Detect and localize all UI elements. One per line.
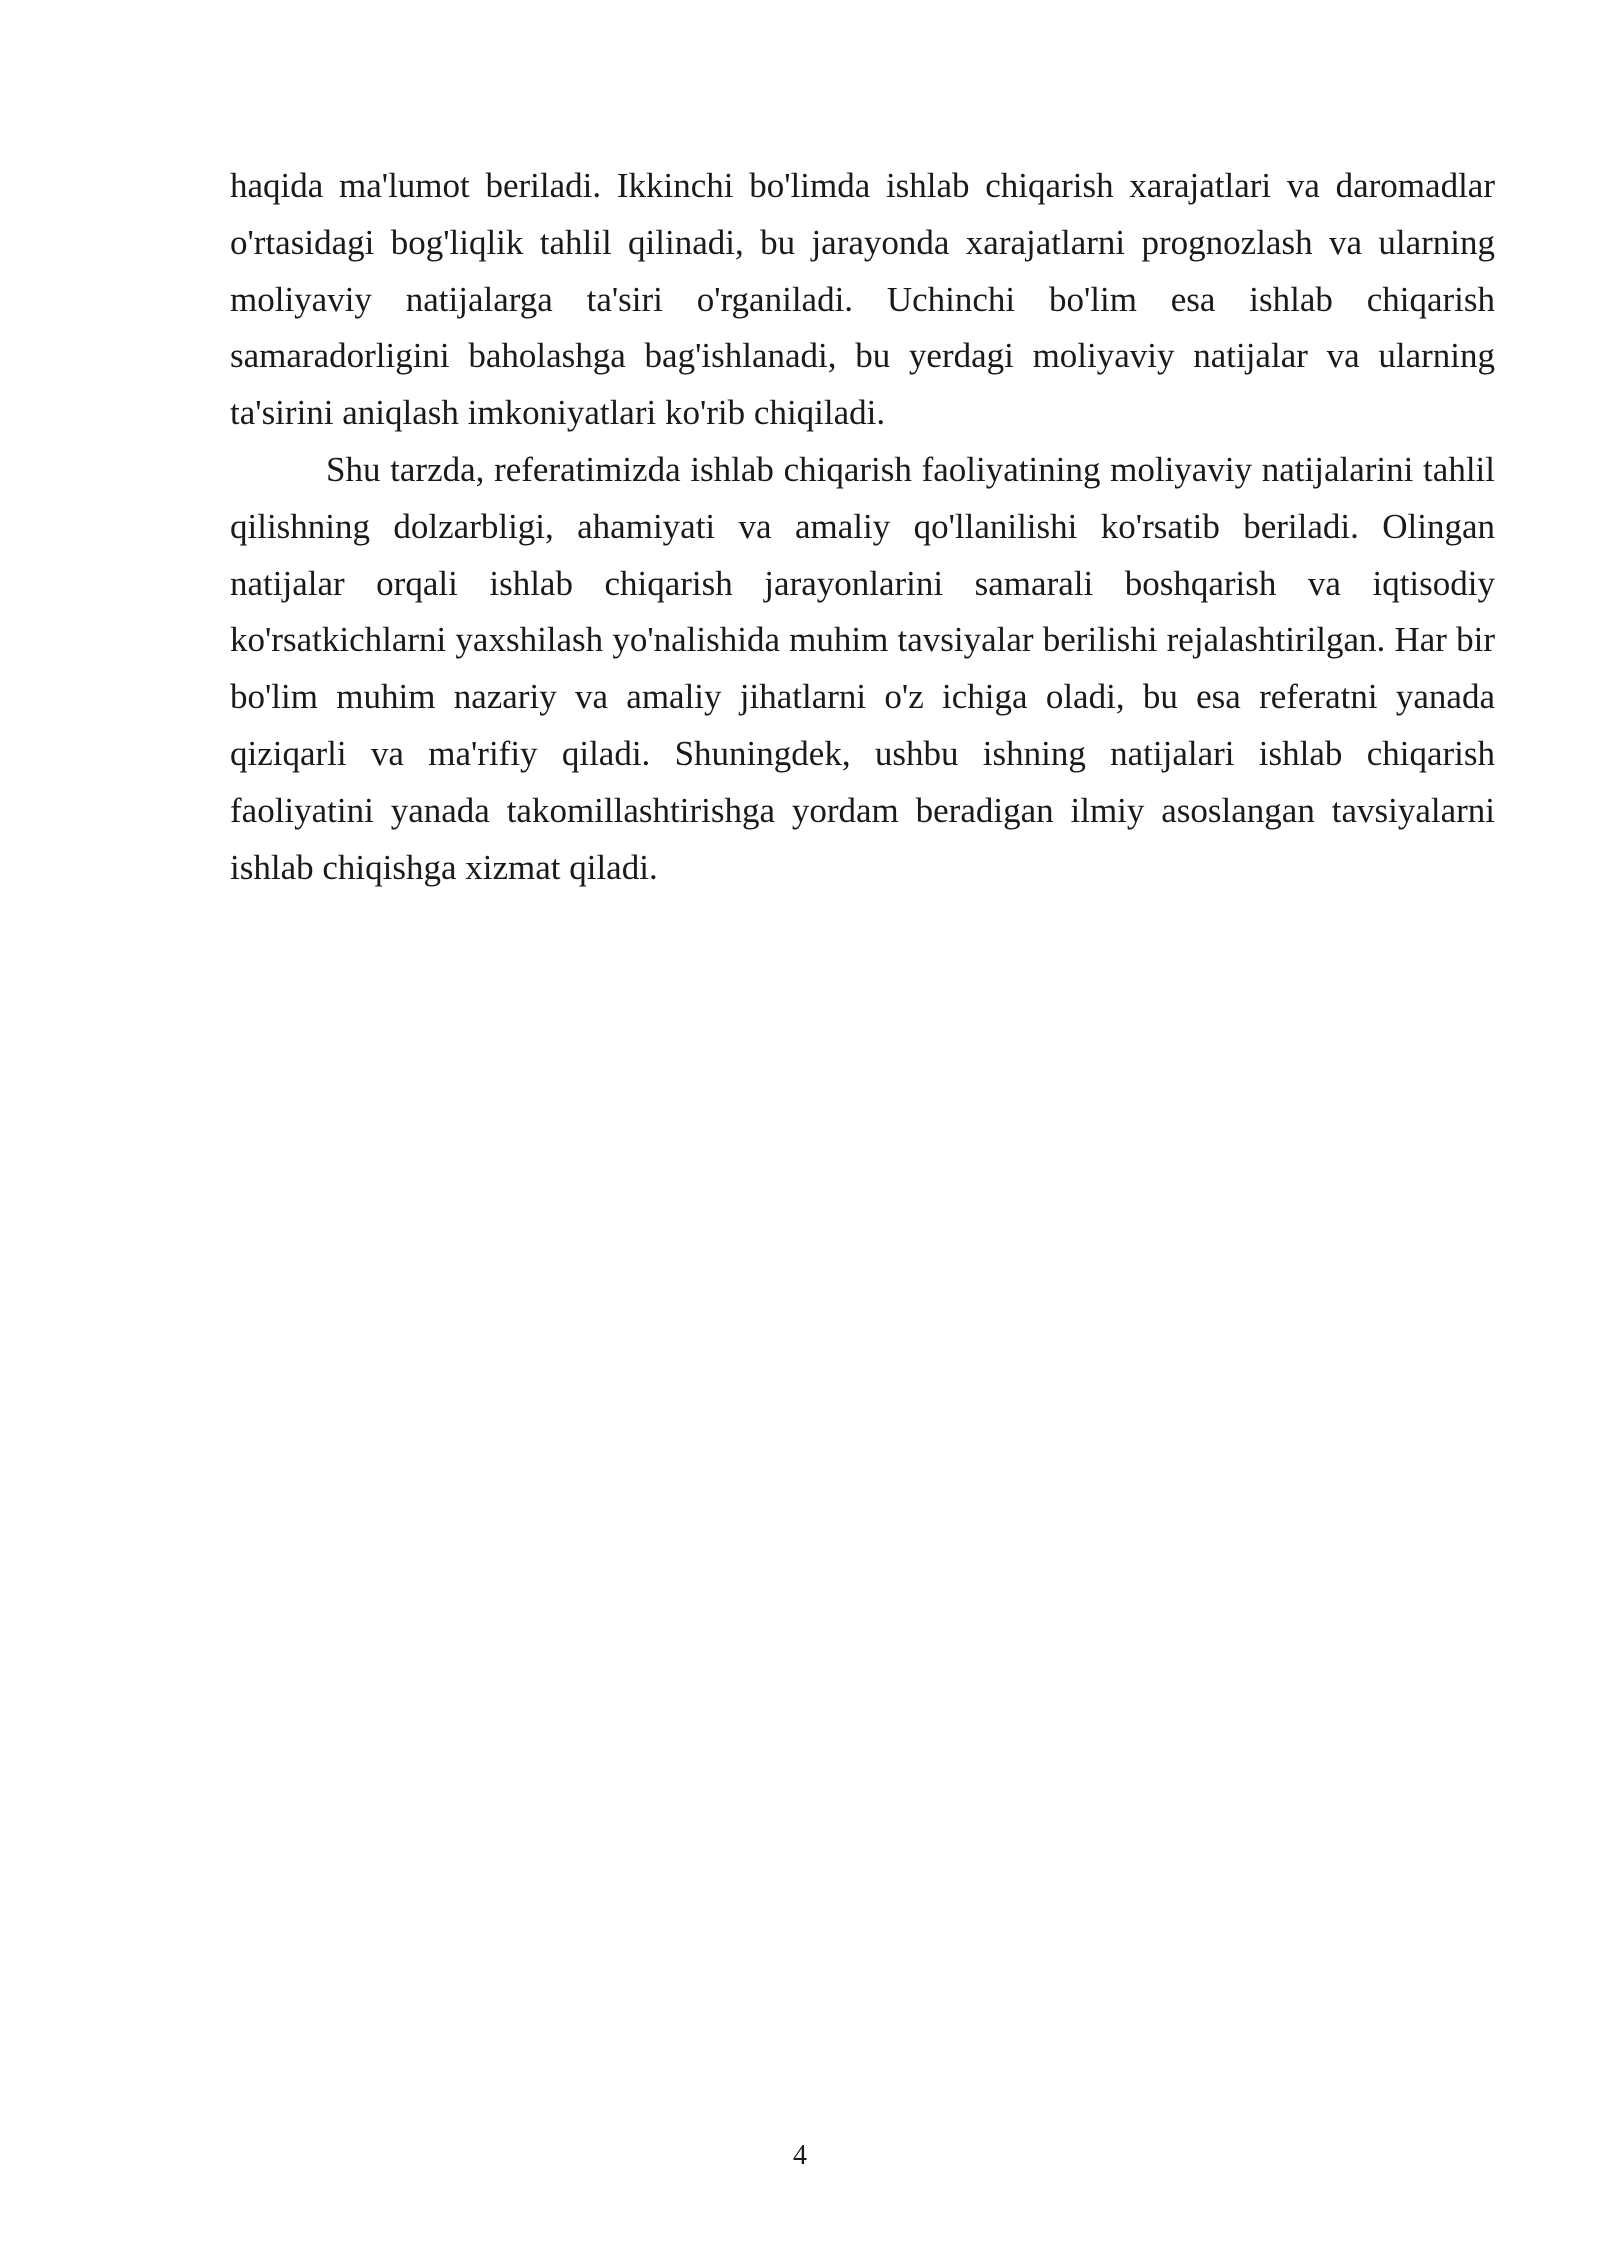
paragraph-summary: Shu tarzda, referatimizda ishlab chiqarish faoliyatining moliyaviy natijalarini tahlil qilishning dolzarbligi, ahamiyati va amaliy qo'llanilishi ko'rsatib beriladi. Olingan natijalar orqali ishlab chiqarish jarayonlarini samarali boshqarish va iqtisodiy ko'rsatkichlarni yaxshilash yo'nalishida muhim tavsiyalar berilishi rejalashtirilgan. Har bir bo'lim muhim nazariy va amaliy jihatlarni o'z ichiga oladi, bu esa referatni yanada qiziqarli va ma'rifiy qiladi. Shuningdek, ushbu ishning natijalari ishlab chiqarish faoliyatini yanada takomillashtirishga yordam beradigan ilmiy asoslangan tavsiyalarni ishlab chiqishga xizmat qiladi. — [230, 449, 1495, 887]
page-number: 4 — [793, 2140, 807, 2171]
paragraph-continuation: haqida ma'lumot beriladi. Ikkinchi bo'limda ishlab chiqarish xarajatlari va daromadlar o'rtasidagi bog'liqlik tahlil qilinadi, bu jarayonda xarajatlarni prognozlash va ularning moliyaviy natijalarga ta'siri o'rganiladi. Uchinchi bo'lim esa ishlab chiqarish samaradorligini baholashga bag'ishlanadi, bu yerdagi moliyaviy natijalar va ularning ta'sirini aniqlash imkoniyatlari ko'rib chiqiladi. — [230, 166, 1495, 433]
body-text — [230, 158, 1495, 896]
